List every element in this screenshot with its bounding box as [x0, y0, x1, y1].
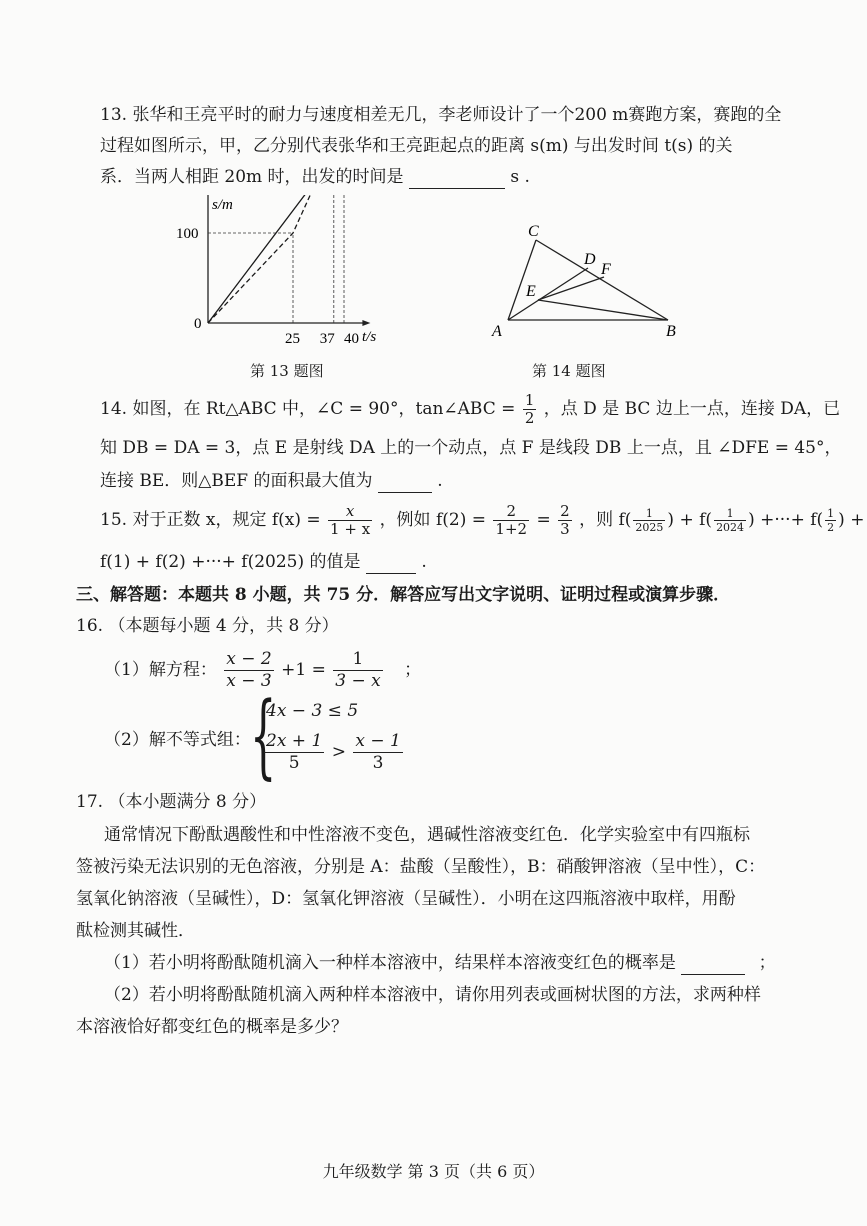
fig13-series-jia — [208, 195, 344, 323]
q13-answer-blank — [409, 170, 505, 189]
q16-system-brace: { — [250, 682, 277, 789]
fig14-side-ac — [508, 240, 536, 320]
q17-subquestion-2-cont: 本溶液恰好都变红色的概率是多少？ — [76, 1017, 348, 1037]
q15-tail: + — [850, 510, 865, 530]
q15-number: 15. — [100, 510, 128, 530]
q16-part2-label: （2）解不等式组： — [104, 730, 251, 750]
q15-text-c: ，则 f — [579, 510, 625, 530]
q15-arg-fraction-1: $\frac{1}{2025}$ — [635, 507, 664, 534]
q17-paragraph-1: 通常情况下酚酞遇酸性和中性溶液不变色，遇碱性溶液变红色．化学实验室中有四瓶标 — [104, 825, 750, 845]
q13-line3 — [100, 165, 530, 189]
q14-answer-blank — [378, 474, 432, 493]
q15-plus-f: + f — [679, 510, 706, 530]
page-footer: 九年级数学 第 3 页（共 6 页） — [322, 1162, 545, 1181]
q15-arg-fraction-2: $\frac{1}{2024}$ — [716, 507, 745, 534]
fig14-label-d: D — [584, 251, 596, 268]
q14-text-1b: ，点 D 是 BC 边上一点，连接 DA，已 — [543, 399, 841, 419]
q13-line1 — [100, 103, 781, 127]
q17-subquestion-1 — [104, 951, 776, 975]
q17-paragraph-2: 签被污染无法识别的无色溶液，分别是 A：盐酸（呈酸性），B：硝酸钾溶液（呈中性），C： — [76, 857, 766, 877]
q16-ineq2-gt: > — [331, 742, 346, 762]
fig13-origin-label: 0 — [194, 316, 202, 332]
fig14-label-b: B — [666, 323, 676, 340]
q16-part1-label: （1）解方程： — [104, 660, 217, 680]
q15-text-2: f(1) + f(2) +···+ f(2025) 的值是 — [100, 552, 361, 572]
fig14-segment-eb — [538, 300, 668, 320]
q13-number: 13. — [100, 105, 128, 125]
q16-part1-fraction-2: $\frac{1}{3 - x}$ — [335, 649, 381, 691]
q15-arg-fraction-3: $\frac{1}{2}$ — [827, 507, 835, 534]
fig13-series-yi — [208, 195, 334, 323]
q17-heading: 17. （本小题满分 8 分） — [76, 792, 267, 812]
q15-example-fraction-1: $\frac{2}{1+2}$ — [495, 502, 528, 538]
fig13-xtick-37: 37 — [319, 331, 335, 347]
q14-text-1a: 如图，在 Rt△ABC 中，∠C = 90°，tan∠ABC = — [132, 399, 516, 419]
fig13-chart — [170, 195, 410, 355]
fig13-x-label: t/s — [362, 329, 377, 345]
fig14-side-cb — [536, 240, 668, 320]
q13-text-2: 过程如图所示，甲，乙分别代表张华和王亮距起点的距离 s(m) 与出发时间 t(s) 的关 — [100, 136, 733, 156]
q17-paragraph-3: 氢氧化钠溶液（呈碱性），D：氢氧化钾溶液（呈碱性）．小明在这四瓶溶液中取样，用酚 — [76, 889, 736, 909]
q15-example-fraction-2: $\frac{2}{3}$ — [560, 502, 570, 538]
fig14-label-a: A — [492, 323, 502, 340]
q17-subquestion-1-text: （1）若小明将酚酞随机滴入一种样本溶液中，结果样本溶液变红色的概率是 — [104, 953, 676, 973]
q15-period: . — [421, 552, 427, 572]
q15-line2 — [100, 550, 427, 574]
fig13-xtick-25: 25 — [285, 331, 300, 347]
q15-text-a: 对于正数 x，规定 f(x) = — [132, 510, 321, 530]
q15-line1: 15. 对于正数 x，规定 f(x) = $\frac{x}{1 + x}$ ，例如 f(2) = $\frac{2}{1+2}$ = $\frac{2}{3}$ ，则 f( $\frac{1}{2025}$ ) + f( $\frac{1}{2024}$ ) +···+ f( $\frac{1}{2}$ ) + — [100, 502, 865, 538]
q13-text-1: 张华和王亮平时的耐力与速度相差无几，李老师设计了一个200 m赛跑方案，赛跑的全 — [132, 105, 782, 125]
q13-unit: s . — [510, 167, 530, 187]
fig13-ytick-100: 100 — [176, 226, 199, 242]
q14-fraction: $\frac{1}{2}$ — [524, 391, 535, 427]
q14-text-2: 知 DB = DA = 3，点 E 是射线 DA 上的一个动点，点 F 是线段 DB 上一点，且 ∠DFE = 45°， — [100, 438, 842, 458]
fig13-xtick-40: 40 — [344, 331, 359, 347]
q14-line3 — [100, 469, 443, 493]
q17-answer-blank — [681, 956, 745, 975]
fig14-caption: 第 14 题图 — [532, 362, 606, 380]
fig14-diagram — [488, 220, 688, 345]
q15-text-b: ，例如 f(2) = — [379, 510, 486, 530]
q14-number: 14. — [100, 399, 128, 419]
section-3-heading: 三、解答题：本题共 8 小题，共 75 分．解答应写出文字说明、证明过程或演算步骤． — [76, 585, 731, 605]
q15-equals: = — [536, 510, 551, 530]
q16-inequality-2 — [262, 728, 405, 776]
q17-paragraph-4: 酞检测其碱性． — [76, 921, 195, 941]
fig14-label-c: C — [528, 223, 539, 240]
q15-definition-fraction: $\frac{x}{1 + x}$ — [330, 502, 371, 538]
q17-subquestion-2: （2）若小明将酚酞随机滴入两种样本溶液中，请你用列表或画树状图的方法，求两种样 — [104, 985, 761, 1005]
fig14-segment-ad — [508, 268, 588, 320]
fig13-y-label: s/m — [212, 197, 233, 213]
q14-period: . — [437, 471, 443, 491]
fig13-x-axis-arrow — [362, 320, 370, 326]
q16-part1-end: ； — [404, 660, 422, 680]
q13-text-3: 系．当两人相距 20m 时，出发的时间是 — [100, 167, 404, 187]
fig13-caption: 第 13 题图 — [250, 362, 324, 380]
q17-subquestion-1-end: ； — [758, 953, 776, 973]
q14-text-3: 连接 BE．则△BEF 的面积最大值为 — [100, 471, 373, 491]
q16-ineq2-fraction-1: $\frac{2x + 1}{5}$ — [266, 731, 323, 773]
fig14-segment-ef — [538, 277, 604, 300]
q16-part1-fraction-1: $\frac{x - 2}{x - 3}$ — [226, 649, 272, 691]
q16-heading: 16. （本题每小题 4 分，共 8 分） — [76, 616, 339, 636]
fig14-label-f: F — [601, 261, 611, 278]
fig14-label-e: E — [526, 283, 536, 300]
q14-line1 — [100, 392, 840, 427]
q15-ellipsis: +···+ f — [760, 510, 817, 530]
q15-answer-blank — [366, 555, 416, 574]
q16-part1-mid: +1 = — [281, 660, 326, 680]
q16-inequality-1: 4x − 3 ≤ 5 — [266, 701, 359, 721]
q16-ineq2-fraction-2: $\frac{x - 1}{3}$ — [355, 731, 401, 773]
